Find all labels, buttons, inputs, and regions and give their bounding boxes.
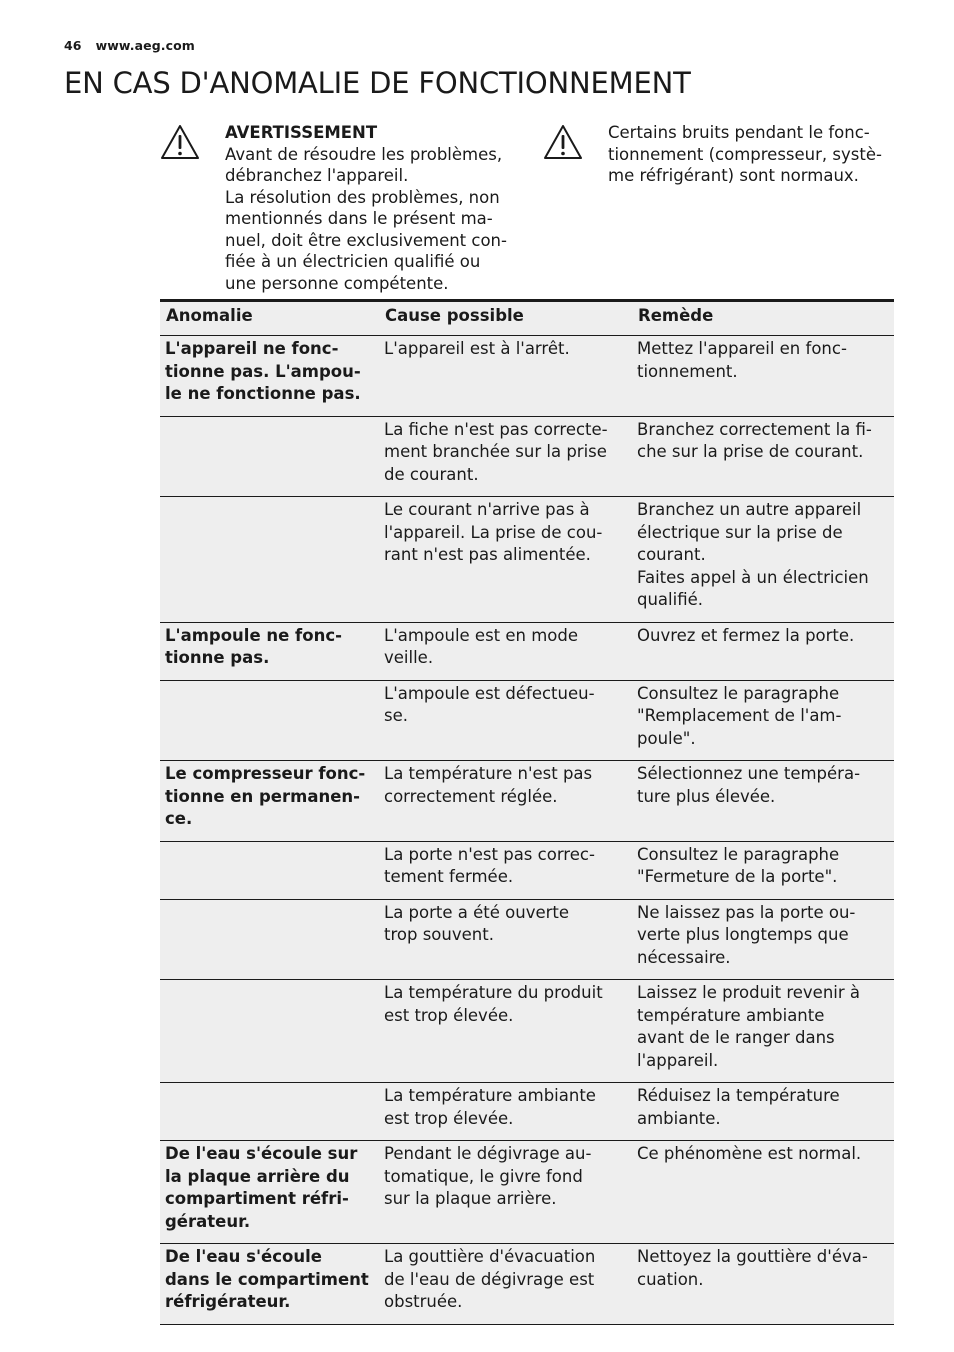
remedy-cell: [632, 1083, 894, 1141]
remedy-cell: [632, 497, 894, 623]
cause-cell: [379, 899, 632, 980]
cell-line: sur la plaque arrière.: [384, 1189, 557, 1208]
cell-line: de l'eau de dégivrage est: [384, 1269, 595, 1289]
table-row: [160, 680, 894, 761]
cell-line: La porte a été ouverte: [384, 902, 570, 922]
cell-line: Ne laissez pas la porte ou-: [637, 902, 856, 922]
table-row: [160, 1141, 894, 1244]
cell-line: La fiche n'est pas correcte-: [384, 419, 608, 439]
cause-cell: [379, 497, 632, 623]
cell-line: Branchez un autre appareil: [637, 500, 862, 519]
cell-line: La température du produit: [384, 983, 603, 1002]
header-anomalie: Anomalie: [160, 301, 379, 336]
cell-line: réfrigérateur.: [165, 1292, 291, 1311]
cell-line: veille.: [384, 648, 434, 667]
table-row: [160, 1083, 894, 1141]
cell-line: dans le compartiment: [165, 1269, 369, 1289]
cell-line: ce.: [165, 809, 193, 828]
cell-line: rant n'est pas alimentée.: [384, 545, 591, 564]
cell-line: avant de le ranger dans: [637, 1028, 835, 1047]
cell-line: La température ambiante: [384, 1086, 596, 1105]
remedy-cell: [632, 899, 894, 980]
cell-line: ture plus élevée.: [637, 786, 776, 806]
anomaly-cell: [160, 1083, 379, 1141]
anomaly-cell: [160, 336, 379, 417]
cell-line: compartiment réfri-: [165, 1189, 349, 1208]
anomaly-cell: [160, 497, 379, 623]
cell-line: tomatique, le givre fond: [384, 1166, 583, 1186]
page-header: [64, 38, 195, 53]
cell-line: se.: [384, 706, 408, 725]
cell-line: De l'eau s'écoule: [165, 1247, 322, 1266]
cell-line: Faites appel à un électricien: [637, 567, 869, 587]
remedy-cell: [632, 622, 894, 680]
cell-line: électrique sur la prise de: [637, 522, 843, 542]
cell-line: nécessaire.: [637, 947, 731, 967]
note-line: Certains bruits pendant le fonc-: [608, 123, 870, 142]
cell-line: trop souvent.: [384, 925, 494, 944]
cell-line: cuation.: [637, 1269, 704, 1289]
cell-line: tionnement.: [637, 361, 738, 381]
table-row: [160, 899, 894, 980]
cell-line: verte plus longtemps que: [637, 925, 849, 944]
cell-line: Pendant le dégivrage au-: [384, 1144, 592, 1163]
cell-line: l'appareil. La prise de cou-: [384, 522, 603, 542]
cell-line: "Fermeture de la porte".: [637, 867, 838, 886]
cell-line: tionne pas. L'ampou-: [165, 361, 361, 381]
cell-line: Consultez le paragraphe: [637, 844, 840, 864]
cell-line: température ambiante: [637, 1005, 825, 1025]
warning-line: mentionnés dans le présent ma-: [225, 209, 493, 228]
table-header-row: [160, 301, 894, 336]
cell-line: Le compresseur fonc-: [165, 764, 366, 783]
cause-cell: [379, 1141, 632, 1244]
header-cause: Cause possible: [379, 301, 632, 336]
cell-line: che sur la prise de courant.: [637, 442, 864, 461]
cell-line: La porte n'est pas correc-: [384, 844, 595, 864]
cell-line: l'appareil.: [637, 1050, 719, 1070]
cell-line: L'ampoule est en mode: [384, 625, 579, 645]
table-row: [160, 1244, 894, 1325]
remedy-cell: [632, 980, 894, 1083]
cell-line: Branchez correctement la fi-: [637, 419, 872, 439]
cell-line: tement fermée.: [384, 867, 514, 886]
cell-line: de courant.: [384, 464, 479, 484]
cell-line: Consultez le paragraphe: [637, 683, 840, 703]
website-url[interactable]: www.aeg.com: [95, 38, 195, 53]
table-row: [160, 761, 894, 842]
cell-line: correctement réglée.: [384, 786, 558, 806]
remedy-cell: [632, 841, 894, 899]
table-row: [160, 497, 894, 623]
cell-line: Ouvrez et fermez la porte.: [637, 625, 855, 645]
anomaly-cell: [160, 899, 379, 980]
anomaly-cell: [160, 1244, 379, 1325]
table-body: [160, 336, 894, 1325]
cell-line: obstruée.: [384, 1292, 463, 1311]
cell-line: Sélectionnez une tempéra-: [637, 764, 861, 783]
cause-cell: [379, 680, 632, 761]
table-row: [160, 622, 894, 680]
remedy-cell: [632, 336, 894, 417]
cell-line: L'appareil ne fonc-: [165, 339, 339, 358]
cell-line: Mettez l'appareil en fonc-: [637, 339, 847, 358]
table-row: [160, 336, 894, 417]
warning-heading: AVERTISSEMENT: [225, 123, 378, 142]
cell-line: Le courant n'arrive pas à: [384, 500, 590, 519]
cell-line: L'appareil est à l'arrêt.: [384, 339, 570, 358]
anomaly-cell: [160, 841, 379, 899]
cell-line: ambiante.: [637, 1108, 721, 1128]
header-remede: Remède: [632, 301, 894, 336]
cell-line: De l'eau s'écoule sur: [165, 1144, 358, 1163]
warning-line: une personne compétente.: [225, 273, 449, 293]
page-title: EN CAS D'ANOMALIE DE FONCTIONNEMENT: [64, 66, 691, 100]
warning-line: La résolution des problèmes, non: [225, 187, 500, 207]
anomaly-cell: [160, 622, 379, 680]
anomaly-cell: [160, 416, 379, 497]
cell-line: ment branchée sur la prise: [384, 442, 607, 461]
table-row: [160, 841, 894, 899]
warning-line: Avant de résoudre les problèmes,: [225, 144, 503, 164]
cell-line: est trop élevée.: [384, 1005, 514, 1025]
page-number: 46: [64, 38, 82, 53]
anomaly-cell: [160, 980, 379, 1083]
cell-line: poule".: [637, 728, 696, 748]
warning-line: nuel, doit être exclusivement con-: [225, 230, 507, 250]
warning-triangle-icon: [160, 124, 200, 160]
cell-line: Ce phénomène est normal.: [637, 1144, 862, 1163]
cell-line: Réduisez la température: [637, 1086, 840, 1105]
cause-cell: [379, 1083, 632, 1141]
cause-cell: [379, 622, 632, 680]
remedy-cell: [632, 1141, 894, 1244]
warning-line: fiée à un électricien qualifié ou: [225, 252, 481, 271]
cause-cell: [379, 980, 632, 1083]
cell-line: Laissez le produit revenir à: [637, 983, 861, 1002]
warning-triangle-icon: [543, 124, 583, 160]
note-text: [608, 122, 882, 187]
troubleshooting-table: [160, 299, 894, 1325]
cell-line: L'ampoule ne fonc-: [165, 625, 342, 645]
remedy-cell: [632, 416, 894, 497]
cell-line: courant.: [637, 545, 706, 564]
note-line: tionnement (compresseur, systè-: [608, 144, 882, 164]
cause-cell: [379, 761, 632, 842]
remedy-cell: [632, 680, 894, 761]
cause-cell: [379, 1244, 632, 1325]
anomaly-cell: [160, 680, 379, 761]
warning-text: [225, 122, 507, 294]
cell-line: qualifié.: [637, 590, 703, 609]
anomaly-cell: [160, 1141, 379, 1244]
note-line: me réfrigérant) sont normaux.: [608, 166, 859, 185]
cell-line: la plaque arrière du: [165, 1166, 350, 1186]
cell-line: est trop élevée.: [384, 1108, 514, 1128]
remedy-cell: [632, 1244, 894, 1325]
cell-line: gérateur.: [165, 1211, 251, 1231]
anomaly-cell: [160, 761, 379, 842]
cell-line: tionne pas.: [165, 648, 270, 667]
cause-cell: [379, 336, 632, 417]
cell-line: Nettoyez la gouttière d'éva-: [637, 1247, 868, 1266]
cell-line: L'ampoule est défectueu-: [384, 683, 595, 703]
cell-line: La gouttière d'évacuation: [384, 1247, 596, 1266]
cause-cell: [379, 416, 632, 497]
cell-line: tionne en permanen-: [165, 786, 360, 806]
cause-cell: [379, 841, 632, 899]
cell-line: le ne fonctionne pas.: [165, 384, 361, 403]
remedy-cell: [632, 761, 894, 842]
warning-line: débranchez l'appareil.: [225, 166, 409, 185]
cell-line: La température n'est pas: [384, 764, 593, 783]
table-row: [160, 980, 894, 1083]
table-row: [160, 416, 894, 497]
cell-line: "Remplacement de l'am-: [637, 706, 842, 725]
